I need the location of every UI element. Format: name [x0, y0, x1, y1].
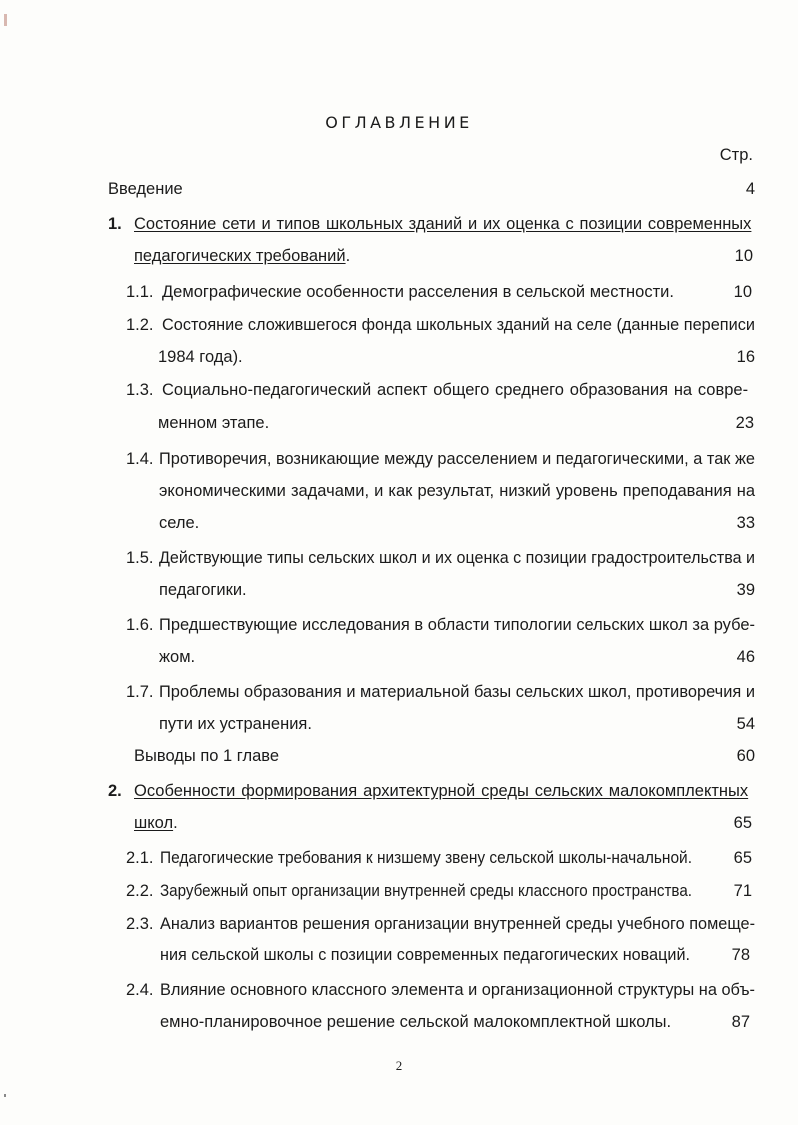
toc-line [0, 680, 798, 704]
toc-line [0, 244, 798, 268]
toc-entry-label: Анализ вариантов решения организации внутренней среды учебного помеще- [160, 915, 755, 933]
toc-line [0, 744, 798, 768]
toc-entry-text [160, 879, 692, 903]
toc-section-number: 1.7. [126, 683, 154, 701]
toc-line [0, 411, 798, 435]
toc-entry-label: Особенности формирования архитектурной среды сельских малокомплектных [134, 782, 749, 800]
toc-page-number: 78 [731, 946, 750, 964]
toc-line [0, 879, 798, 903]
toc-entry-label: ния сельской школы с позиции современных педагогических новаций. [160, 946, 690, 964]
toc-line [0, 578, 798, 602]
scan-edge-dot [4, 1094, 6, 1097]
toc-entry-text [159, 546, 755, 570]
toc-line [0, 212, 798, 236]
toc-line [0, 479, 798, 503]
toc-page-number: 87 [731, 1013, 750, 1031]
toc-line [0, 378, 798, 402]
toc-entry-label: селе. [159, 514, 200, 532]
toc-line [0, 280, 798, 304]
toc-line [0, 1010, 798, 1034]
toc-section-number: 1.2. [126, 316, 154, 334]
toc-entry-label: Выводы по 1 главе [134, 747, 280, 765]
toc-entry-label: емно-планировочное решение сельской малокомплектной школы. [160, 1013, 672, 1031]
page-title: ОГЛАВЛЕНИЕ [325, 113, 473, 132]
toc-section-number: 1.1. [126, 283, 154, 301]
toc-entry-label: Зарубежный опыт организации внутренней среды классного пространства. [160, 882, 692, 900]
toc-entry-text [159, 680, 755, 704]
toc-page-number: 33 [736, 514, 755, 532]
toc-entry-text [159, 447, 755, 471]
toc-page-number: 60 [736, 747, 755, 765]
toc-section-number: 2.4. [126, 981, 154, 999]
toc-entry-text [162, 280, 674, 304]
toc-entry-label: школ [134, 814, 174, 832]
toc-entry-text [159, 578, 247, 602]
toc-section-number: 1.5. [126, 549, 154, 567]
toc-section-number: 2.1. [126, 849, 154, 867]
toc-line [0, 511, 798, 535]
toc-entry-label: жом. [159, 648, 196, 666]
toc-entry-label: Предшествующие исследования в области типологии сельских школ за рубе- [159, 616, 755, 634]
toc-line [0, 811, 798, 835]
toc-section-number: 1.4. [126, 450, 154, 468]
toc-line [0, 846, 798, 870]
toc-page-number: 16 [736, 348, 755, 366]
toc-entry-label: Состояние сети и типов школьных зданий и их оценка с позиции современных [134, 215, 752, 233]
toc-entry-label: Проблемы образования и материальной базы сельских школ, противоречия и [159, 683, 755, 701]
toc-page-number: 54 [736, 715, 755, 733]
toc-entry-label: Социально-педагогический аспект общего среднего образования на совре- [162, 381, 749, 399]
toc-entry-label: 1984 года). [158, 348, 243, 366]
toc-entry-label: пути их устранения. [159, 715, 312, 733]
toc-entry-text [134, 244, 350, 268]
toc-entry-text [134, 779, 748, 803]
toc-entry-text [108, 177, 183, 201]
toc-entry-text [134, 212, 751, 236]
toc-entry-text [160, 1010, 671, 1034]
toc-line [0, 313, 798, 337]
toc-section-number: 2.2. [126, 882, 154, 900]
toc-page-number: 10 [734, 247, 753, 265]
toc-entry-text [159, 511, 199, 535]
toc-entry-text [160, 912, 755, 936]
toc-line [0, 177, 798, 201]
toc-entry-suffix: . [345, 247, 351, 265]
toc-entry-label: Педагогические требования к низшему звену сельской школы-начальной. [160, 849, 692, 867]
toc-entry-label: Демографические особенности расселения в сельской местности. [162, 283, 674, 301]
toc-entry-text [134, 811, 178, 835]
page-column-label: Стр. [719, 146, 753, 164]
toc-entry-text [162, 378, 748, 402]
toc-section-number: 1.3. [126, 381, 154, 399]
toc-section-number: 1. [108, 215, 122, 233]
toc-entry-text [159, 712, 312, 736]
toc-page-number: 39 [736, 581, 755, 599]
toc-entry-label: педагогических требований [134, 247, 346, 265]
toc-entry-label: Состояние сложившегося фонда школьных зданий на селе (данные переписи [162, 316, 755, 334]
toc-line [0, 943, 798, 967]
toc-entry-label: Влияние основного классного элемента и организационной структуры на объ- [160, 981, 755, 999]
toc-page-number: 65 [733, 814, 752, 832]
toc-line [0, 712, 798, 736]
toc-section-number: 1.6. [126, 616, 154, 634]
toc-section-number: 2. [108, 782, 122, 800]
toc-line [0, 546, 798, 570]
toc-entry-label: менном этапе. [158, 414, 270, 432]
toc-line [0, 613, 798, 637]
toc-entry-text [158, 345, 243, 369]
toc-entry-label: Противоречия, возникающие между расселением и педагогическими, а так же [159, 450, 755, 468]
toc-entry-text [160, 846, 692, 870]
toc-line [0, 779, 798, 803]
toc-entry-text [134, 744, 279, 768]
toc-page-number: 65 [733, 849, 752, 867]
toc-page-number: 23 [735, 414, 754, 432]
toc-entry-text [162, 313, 755, 337]
toc-line [0, 645, 798, 669]
toc-line [0, 345, 798, 369]
toc-line [0, 978, 798, 1002]
toc-entry-label: Действующие типы сельских школ и их оценка с позиции градостроительства и [159, 549, 755, 567]
toc-line [0, 912, 798, 936]
page-number-footer: 2 [395, 1058, 403, 1073]
toc-section-number: 2.3. [126, 915, 154, 933]
toc-page-number: 71 [733, 882, 752, 900]
toc-entry-text [159, 645, 195, 669]
toc-entry-label: Введение [108, 180, 183, 198]
toc-page-number: 46 [736, 648, 755, 666]
toc-line [0, 447, 798, 471]
toc-entry-text [160, 943, 690, 967]
toc-entry-suffix: . [173, 814, 178, 832]
toc-entry-text [160, 978, 755, 1002]
toc-page-number: 4 [745, 180, 755, 198]
toc-page-number: 10 [733, 283, 752, 301]
toc-entry-label: экономическими задачами, и как результат, низкий уровень преподавания на [159, 482, 755, 500]
toc-entry-text [158, 411, 269, 435]
toc-entry-text [159, 479, 755, 503]
toc-entry-text [159, 613, 755, 637]
toc-entry-label: педагогики. [159, 581, 247, 599]
